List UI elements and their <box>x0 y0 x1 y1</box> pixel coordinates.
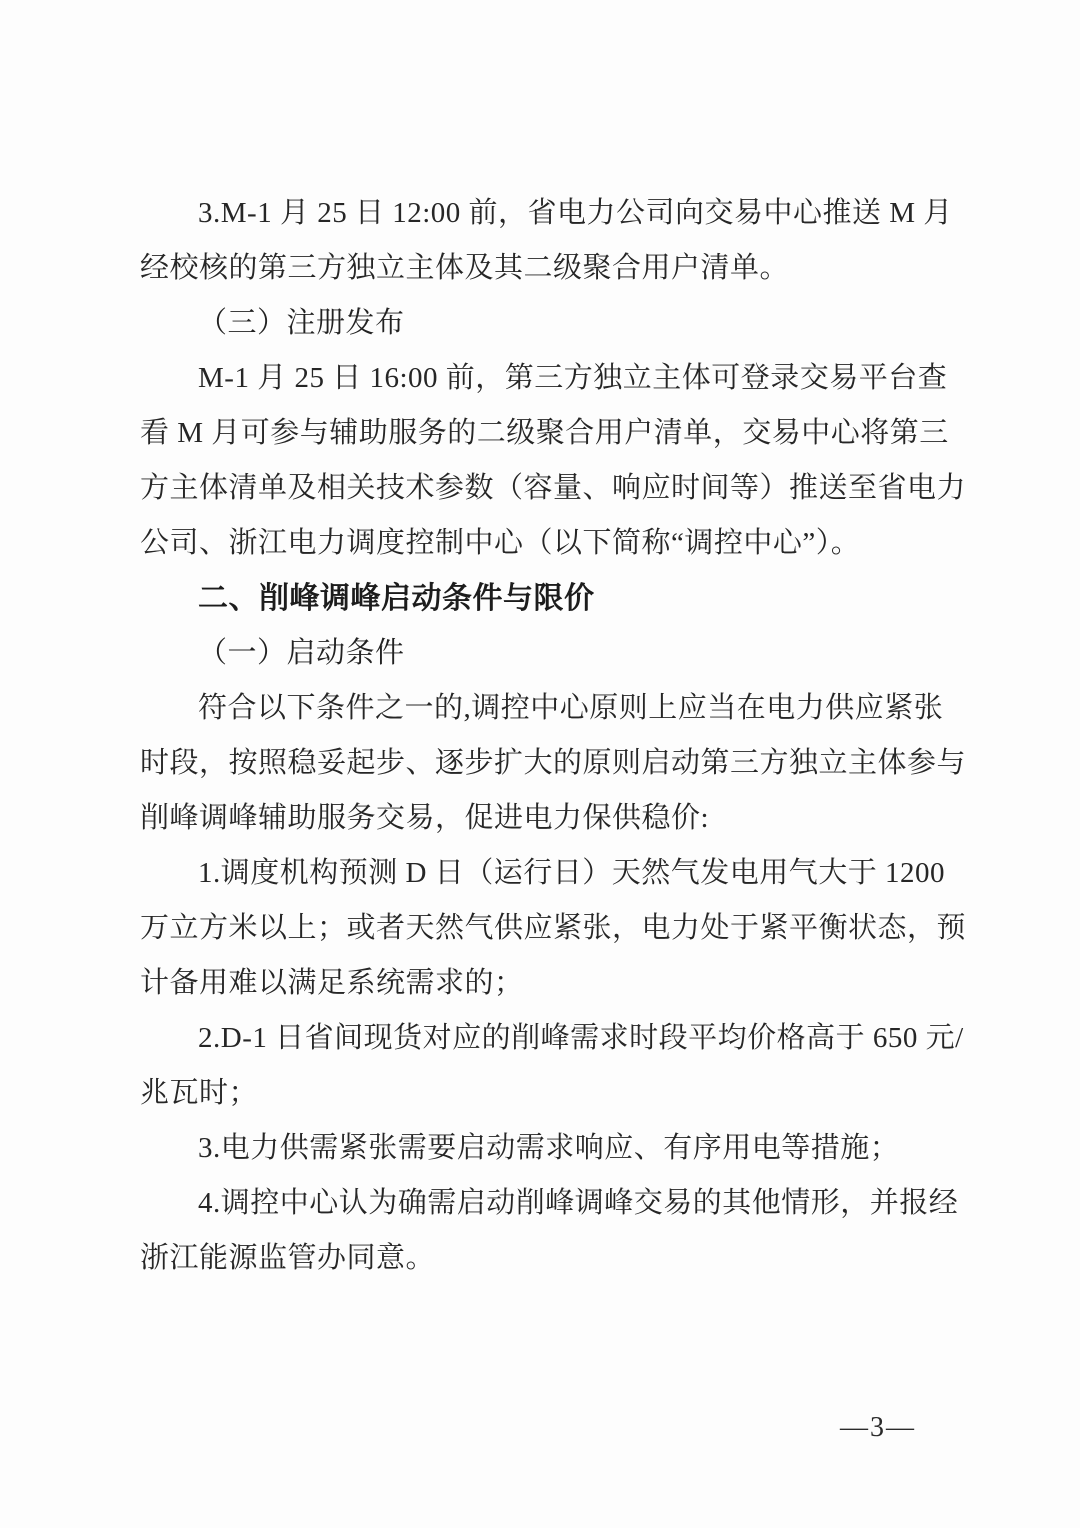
text-line: 公司、浙江电力调度控制中心（以下简称“调控中心”）。 <box>140 527 861 559</box>
text-line: 看 M 月可参与辅助服务的二级聚合用户清单，交易中心将第三 <box>140 417 949 449</box>
text-line: 万立方米以上；或者天然气供应紧张，电力处于紧平衡状态，预 <box>140 912 967 944</box>
paragraph <box>140 1176 959 1286</box>
text-line: 浙江能源监管办同意。 <box>140 1242 436 1274</box>
page-number: —3— <box>840 1412 916 1443</box>
text-line: 1.调度机构预测 D 日（运行日）天然气发电用气大于 1200 <box>198 857 945 889</box>
paragraph <box>140 846 967 1011</box>
text-line: 经校核的第三方独立主体及其二级聚合用户清单。 <box>140 252 790 284</box>
text-line: 方主体清单及相关技术参数（容量、响应时间等）推送至省电力 <box>140 472 967 504</box>
paragraph <box>140 681 967 846</box>
text-line: 时段，按照稳妥起步、逐步扩大的原则启动第三方独立主体参与 <box>140 747 967 779</box>
text-line: 3.电力供需紧张需要启动需求响应、有序用电等措施； <box>198 1132 900 1164</box>
paragraph <box>140 351 967 571</box>
subsection-heading <box>140 626 955 681</box>
text-line: 计备用难以满足系统需求的； <box>140 967 524 999</box>
paragraph <box>140 1011 964 1121</box>
text-line: M-1 月 25 日 16:00 前，第三方独立主体可登录交易平台查 <box>198 362 948 394</box>
subsection-heading <box>140 296 955 351</box>
document-body <box>140 186 967 1286</box>
paragraph <box>140 1121 955 1176</box>
text-line: 3.M-1 月 25 日 12:00 前，省电力公司向交易中心推送 M 月 <box>198 197 953 229</box>
text-line: （三）注册发布 <box>198 307 405 339</box>
text-line: 符合以下条件之一的,调控中心原则上应当在电力供应紧张 <box>198 692 944 724</box>
text-line: 削峰调峰辅助服务交易，促进电力保供稳价: <box>140 802 710 834</box>
paragraph <box>140 186 955 296</box>
text-line: 2.D-1 日省间现货对应的削峰需求时段平均价格高于 650 元/ <box>198 1022 964 1054</box>
text-line: 兆瓦时； <box>140 1077 259 1109</box>
section-heading <box>140 571 955 626</box>
text-line: 4.调控中心认为确需启动削峰调峰交易的其他情形，并报经 <box>198 1187 959 1219</box>
text-line: （一）启动条件 <box>198 637 405 669</box>
text-line: 二、削峰调峰启动条件与限价 <box>198 582 595 615</box>
